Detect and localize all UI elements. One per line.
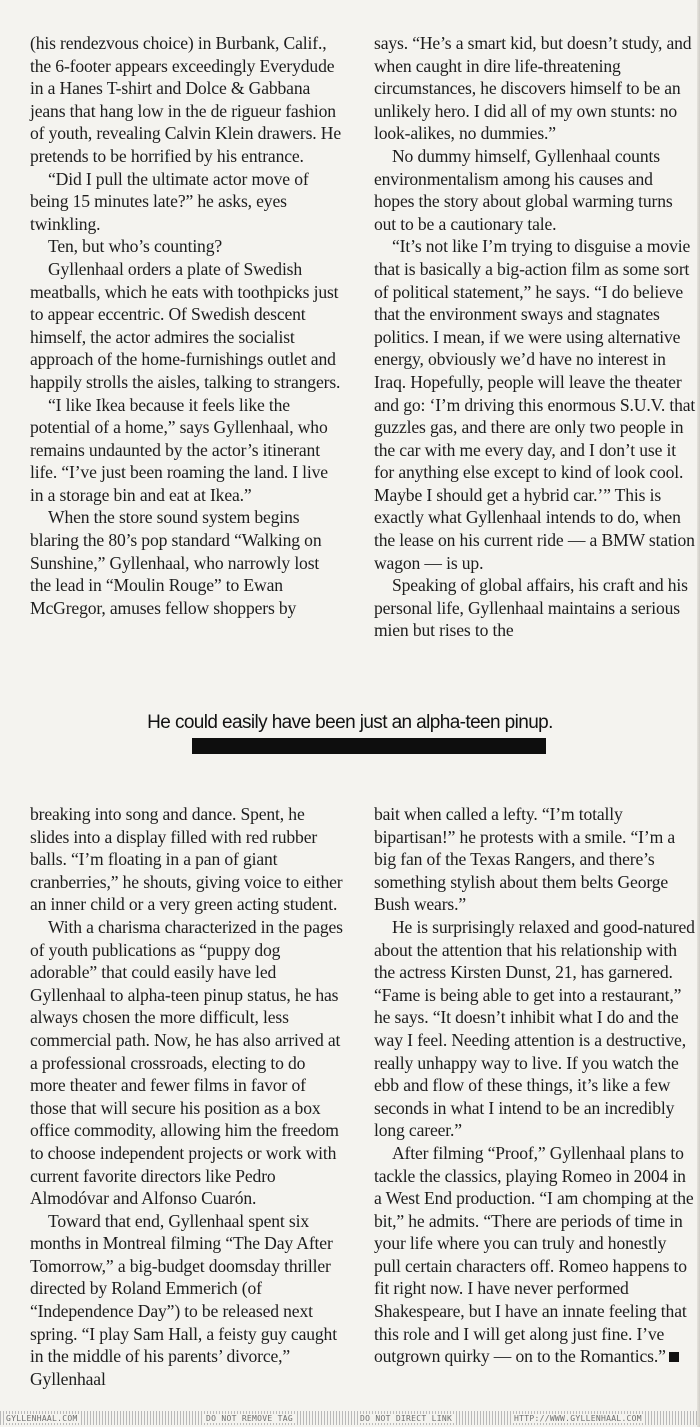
paragraph: “Did I pull the ultimate actor move of being 15 minutes late?” he asks, eyes twinkling. [30, 168, 309, 234]
paragraph: says. “He’s a smart kid, but doesn’t study, and when caught in dire life-threatening circumstances, he discovers himself to be an unlikely hero. I did all of my own stunts: no look-alikes, no dummies.” [374, 33, 692, 144]
article-column-2 [374, 32, 696, 642]
paragraph: Gyllenhaal orders a plate of Swedish meatballs, which he eats with toothpicks just to appear eccentric. Of Swedish descent himself, the actor admires the socialist approach of the home-furnishings outlet and happily strolls the aisles, talking to strangers. [30, 258, 341, 392]
article-column-4 [374, 803, 696, 1368]
paragraph: (his rendezvous choice) in Burbank, Calif., the 6-footer appears exceedingly Everydude in a Hanes T-shirt and Dolce & Gabbana jeans that hang low in the de rigueur fashion of youth, revealing Calvin Klein drawers. He pretends to be horrified by his entrance. [30, 33, 341, 166]
paragraph: Ten, but who’s counting? [48, 236, 223, 257]
pull-quote: He could easily have been just an alpha-teen pinup. [147, 712, 553, 733]
article-column-3 [30, 803, 344, 1390]
paragraph: Toward that end, Gyllenhaal spent six months in Montreal filming “The Day After Tomorrow,” a big-budget doomsday thriller directed by Roland Emmerich (of “Independence Day”) to be released next spring. “I play Sam Hall, a feisty guy caught in the middle of his parents’ divorce,” Gyllenhaal [30, 1210, 337, 1389]
paragraph: “It’s not like I’m trying to disguise a movie that is basically a big-action film as some sort of political statement,” he says. “I do believe that the environment sways and stagnates politics. I mean, if we were using alternative energy, obviously we’d have no interest in Iraq. Hopefully, people will leave the theater and go: ‘I’m driving this enormous S.U.V. that guzzles gas, and there are only two people in the car with me every day, and I don’t use it for anything else except to kind of look cool. Maybe I should get a hybrid car.’” This is exactly what Gyllenhaal intends to do, when the lease on his current ride — a BMW station wagon — is up. [374, 236, 696, 573]
end-mark-icon [669, 1352, 679, 1362]
paragraph: When the store sound system begins blaring the 80’s pop standard “Walking on Sunshine,” Gyllenhaal, who narrowly lost the lead in “Moulin Rouge” to Ewan McGregor, amuses fellow shoppers by [30, 507, 322, 618]
article-column-1 [30, 32, 342, 619]
paragraph: No dummy himself, Gyllenhaal counts environmentalism among his causes and hopes the story about global warming turns out to be a cautionary tale. [374, 145, 673, 234]
paragraph: He is surprisingly relaxed and good-natured about the attention that his relationship with the actress Kirsten Dunst, 21, has garnered. “Fame is being able to get into a restaurant,” he says. “It doesn’t inhibit what I do and the way I feel. Needing attention is a destructive, really unhappy way to live. If you watch the ebb and flow of these things, it’s like a few seconds in what I intend to be an incredibly long career.” [374, 916, 695, 1141]
paragraph: With a charisma characterized in the pages of youth publications as “puppy dog adorable” that could easily have led Gyllenhaal to alpha-teen pinup status, he has always chosen the more difficult, less commercial path. Now, he has also arrived at a professional crossroads, electing to do more theater and fewer films in favor of those that will secure his position as a box office commodity, allowing him the freedom to choose independent projects or work with current favorite directors like Pedro Almodóvar and Alfonso Cuarón. [30, 916, 343, 1209]
footer-site-right: HTTP://WWW.GYLLENHAAL.COM [514, 1414, 642, 1423]
paragraph: Speaking of global affairs, his craft and his personal life, Gyllenhaal maintains a serious mien but rises to the [374, 575, 688, 641]
paragraph: “I like Ikea because it feels like the potential of a home,” says Gyllenhaal, who remains undaunted by the actor’s itinerant life. “I’ve just been roaming the land. I live in a storage bin and eat at Ikea.” [30, 394, 328, 505]
watermark-footer [0, 1411, 700, 1425]
footer-notice-2: DO NOT DIRECT LINK [360, 1414, 453, 1423]
paragraph: breaking into song and dance. Spent, he slides into a display filled with red rubber balls. “I’m floating in a pan of giant cranberries,” he shouts, giving voice to either an inner child or a very green acting student. [30, 804, 343, 915]
pull-quote-bar [192, 738, 546, 754]
footer-notice-1: DO NOT REMOVE TAG [206, 1414, 293, 1423]
footer-site-left: GYLLENHAAL.COM [6, 1414, 78, 1423]
paragraph: After filming “Proof,” Gyllenhaal plans to tackle the classics, playing Romeo in 2004 in a West End production. “I am chomping at the bit,” he admits. “There are periods of time in your life where you can truly and honestly pull certain characters off. Romeo happens to fit right now. I have never performed Shakespeare, but I have an innate feeling that this role and I will get along just fine. I’ve outgrown quirky — on to the Romantics.” [374, 1142, 694, 1367]
paragraph: bait when called a lefty. “I’m totally bipartisan!” he protests with a smile. “I’m a big fan of the Texas Rangers, and there’s something stylish about them belts George Bush wears.” [374, 804, 676, 915]
